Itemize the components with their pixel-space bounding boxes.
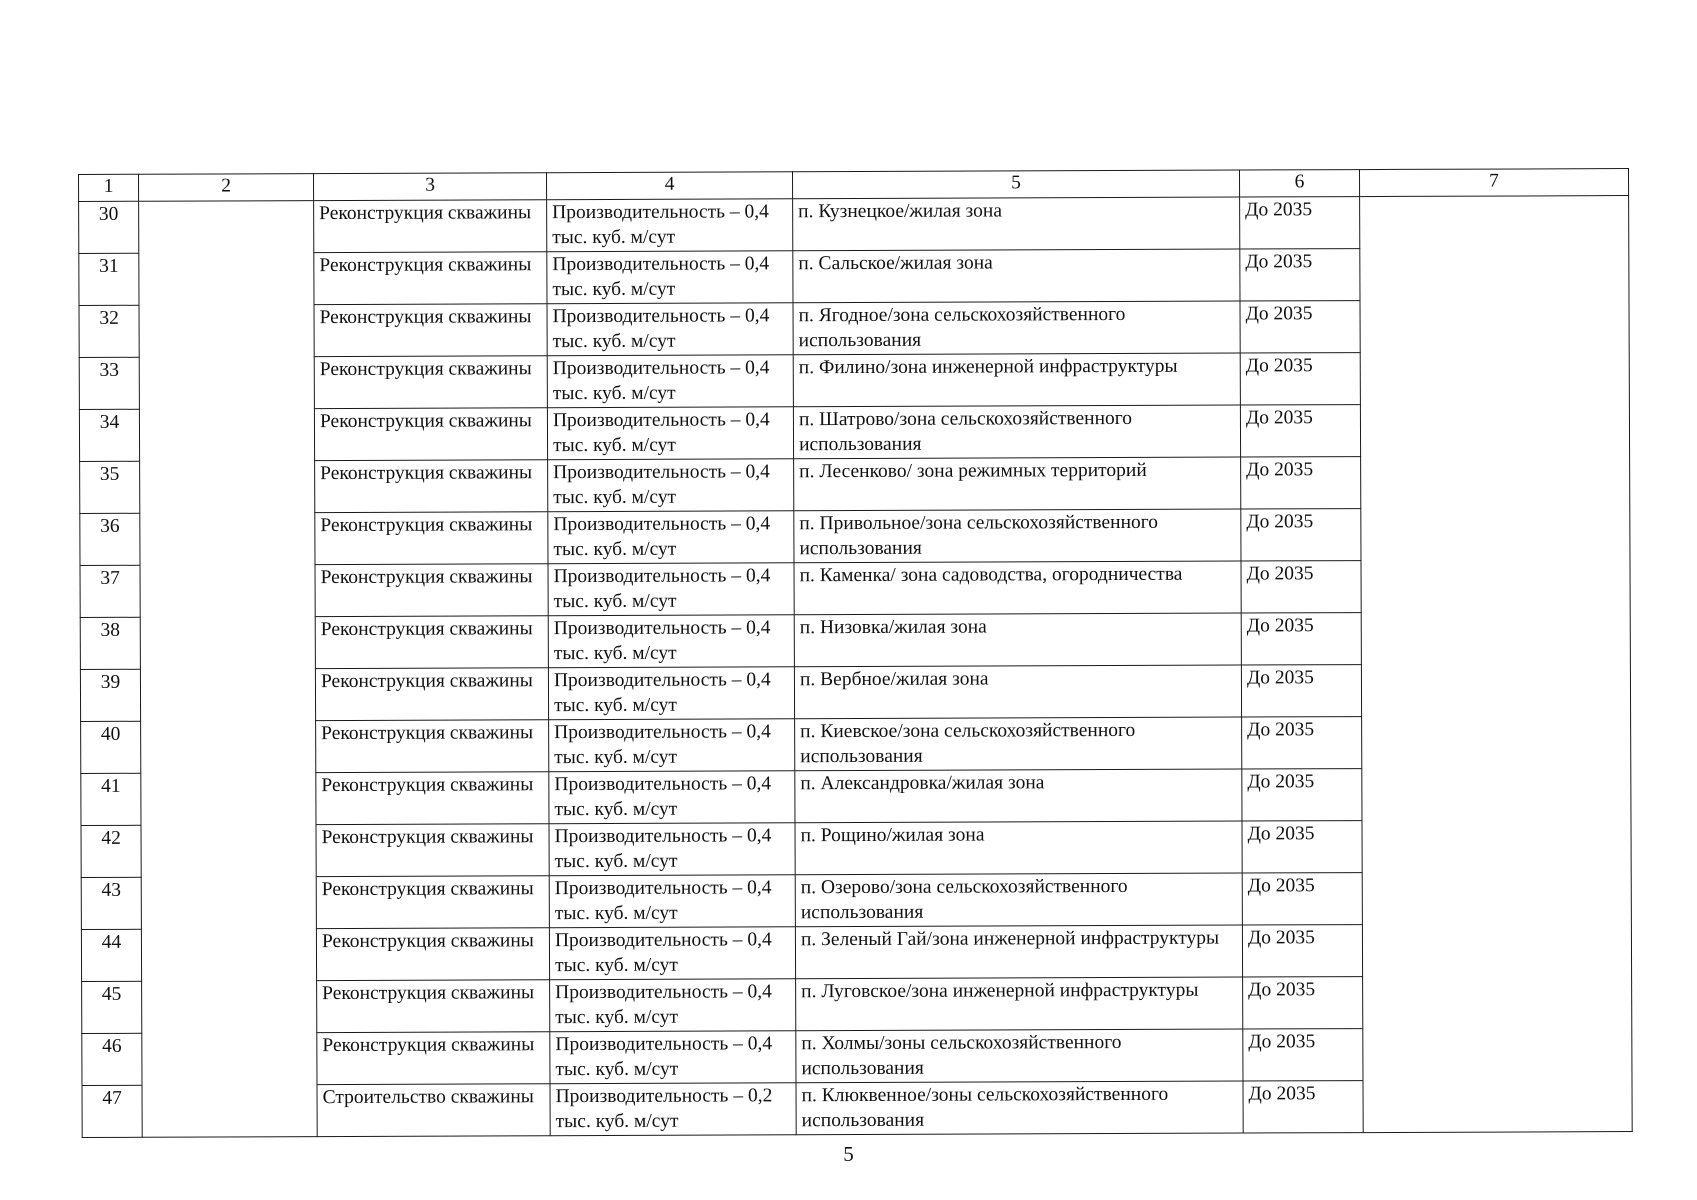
facilities-table — [78, 168, 1633, 1138]
completion-term: До 2035 — [1241, 613, 1361, 665]
location-zone: п. Шатрово/зона сельскохозяйственного использования — [793, 405, 1240, 459]
capacity-parameter: Производительность – 0,4 тыс. куб. м/сут — [550, 1031, 796, 1084]
capacity-parameter: Производительность – 0,4 тыс. куб. м/сут — [549, 823, 795, 876]
row-number: 37 — [80, 565, 140, 617]
work-type: Реконструкция скважины — [315, 668, 548, 721]
capacity-parameter: Производительность – 0,2 тыс. куб. м/сут — [550, 1083, 796, 1136]
capacity-parameter: Производительность – 0,4 тыс. куб. м/сут — [547, 355, 793, 408]
completion-term: До 2035 — [1242, 925, 1362, 977]
work-type: Реконструкция скважины — [315, 616, 548, 669]
capacity-parameter: Производительность – 0,4 тыс. куб. м/сут — [547, 251, 793, 304]
work-type: Реконструкция скважины — [317, 980, 550, 1033]
location-zone: п. Озерово/зона сельскохозяйственного использования — [795, 873, 1242, 927]
row-number: 31 — [79, 253, 139, 305]
row-number: 39 — [80, 669, 140, 721]
row-number: 46 — [82, 1033, 142, 1085]
completion-term: До 2035 — [1241, 457, 1361, 509]
row-number: 32 — [79, 305, 139, 357]
work-type: Реконструкция скважины — [315, 512, 548, 565]
capacity-parameter: Производительность – 0,4 тыс. куб. м/сут — [547, 199, 793, 252]
row-number: 40 — [81, 721, 141, 773]
capacity-parameter: Производительность – 0,4 тыс. куб. м/сут — [547, 303, 793, 356]
capacity-parameter: Производительность – 0,4 тыс. куб. м/сут — [548, 563, 794, 616]
row-number: 38 — [80, 617, 140, 669]
completion-term: До 2035 — [1240, 353, 1360, 405]
completion-term: До 2035 — [1240, 301, 1360, 353]
capacity-parameter: Производительность – 0,4 тыс. куб. м/сут — [548, 459, 794, 512]
location-zone: п. Привольное/зона сельскохозяйственного использования — [794, 509, 1241, 563]
row-number: 30 — [79, 201, 139, 253]
row-number: 36 — [80, 513, 140, 565]
work-type: Реконструкция скважины — [316, 772, 549, 825]
work-type: Реконструкция скважины — [314, 252, 547, 305]
column-header: 1 — [79, 174, 139, 201]
work-type: Реконструкция скважины — [315, 460, 548, 513]
work-type: Реконструкция скважины — [314, 304, 547, 357]
column-header: 7 — [1359, 169, 1628, 197]
location-zone: п. Каменка/ зона садоводства, огородничества — [794, 561, 1241, 615]
completion-term: До 2035 — [1242, 717, 1362, 769]
work-type: Реконструкция скважины — [314, 200, 547, 253]
completion-term: До 2035 — [1241, 509, 1361, 561]
page-number: 5 — [843, 1142, 854, 1166]
work-type: Реконструкция скважины — [316, 928, 549, 981]
work-type: Реконструкция скважины — [317, 1032, 550, 1085]
location-zone: п. Лесенково/ зона режимных территорий — [794, 457, 1241, 511]
column-header: 2 — [139, 174, 314, 202]
location-zone: п. Александровка/жилая зона — [795, 769, 1242, 823]
location-zone: п. Луговское/зона инженерной инфраструктуры — [796, 977, 1243, 1031]
column-header: 6 — [1239, 170, 1359, 197]
capacity-parameter: Производительность – 0,4 тыс. куб. м/сут — [548, 615, 794, 668]
row-number: 35 — [80, 461, 140, 513]
column-header: 3 — [314, 173, 547, 201]
work-type: Реконструкция скважины — [315, 564, 548, 617]
completion-term: До 2035 — [1242, 769, 1362, 821]
capacity-parameter: Производительность – 0,4 тыс. куб. м/сут — [550, 979, 796, 1032]
row-number: 33 — [79, 357, 139, 409]
capacity-parameter: Производительность – 0,4 тыс. куб. м/сут — [549, 771, 795, 824]
location-zone: п. Холмы/зоны сельскохозяйственного использования — [796, 1029, 1243, 1083]
work-type: Реконструкция скважины — [314, 408, 547, 461]
capacity-parameter: Производительность – 0,4 тыс. куб. м/сут — [549, 719, 795, 772]
column-header: 4 — [546, 172, 792, 200]
completion-term: До 2035 — [1243, 977, 1363, 1029]
location-zone: п. Низовка/жилая зона — [794, 613, 1241, 667]
capacity-parameter: Производительность – 0,4 тыс. куб. м/сут — [548, 667, 794, 720]
row-number: 43 — [81, 877, 141, 929]
location-zone: п. Зеленый Гай/зона инженерной инфраструктуры — [795, 925, 1242, 979]
row-number: 34 — [79, 409, 139, 461]
completion-term: До 2035 — [1241, 665, 1361, 717]
location-zone: п. Сальское/жилая зона — [793, 249, 1240, 303]
completion-term: До 2035 — [1241, 561, 1361, 613]
completion-term: До 2035 — [1240, 405, 1360, 457]
row-number: 41 — [81, 773, 141, 825]
table-body — [79, 196, 1633, 1138]
location-zone: п. Клюквенное/зоны сельскохозяйственного использования — [796, 1081, 1243, 1135]
completion-term: До 2035 — [1243, 1029, 1363, 1081]
column-header: 5 — [792, 170, 1239, 199]
merged-column-7-cell — [1360, 196, 1633, 1133]
completion-term: До 2035 — [1242, 821, 1362, 873]
work-type: Реконструкция скважины — [314, 356, 547, 409]
capacity-parameter: Производительность – 0,4 тыс. куб. м/сут — [547, 407, 793, 460]
row-number: 42 — [81, 825, 141, 877]
table-row — [79, 196, 1629, 254]
completion-term: До 2035 — [1240, 249, 1360, 301]
location-zone: п. Рощино/жилая зона — [795, 821, 1242, 875]
location-zone: п. Кузнецкое/жилая зона — [793, 197, 1240, 251]
completion-term: До 2035 — [1242, 873, 1362, 925]
location-zone: п. Филино/зона инженерной инфраструктуры — [793, 353, 1240, 407]
completion-term: До 2035 — [1243, 1081, 1363, 1133]
row-number: 45 — [82, 981, 142, 1033]
row-number: 47 — [82, 1085, 142, 1137]
location-zone: п. Вербное/жилая зона — [794, 665, 1241, 719]
capacity-parameter: Производительность – 0,4 тыс. куб. м/сут — [549, 875, 795, 928]
work-type: Реконструкция скважины — [316, 876, 549, 929]
work-type: Реконструкция скважины — [316, 720, 549, 773]
location-zone: п. Ягодное/зона сельскохозяйственного использования — [793, 301, 1240, 355]
location-zone: п. Киевское/зона сельскохозяйственного использования — [795, 717, 1242, 771]
completion-term: До 2035 — [1240, 197, 1360, 249]
work-type: Строительство скважины — [317, 1084, 550, 1137]
capacity-parameter: Производительность – 0,4 тыс. куб. м/сут — [549, 927, 795, 980]
work-type: Реконструкция скважины — [316, 824, 549, 877]
merged-column-2-cell — [139, 201, 318, 1138]
row-number: 44 — [81, 929, 141, 981]
capacity-parameter: Производительность – 0,4 тыс. куб. м/сут — [548, 511, 794, 564]
